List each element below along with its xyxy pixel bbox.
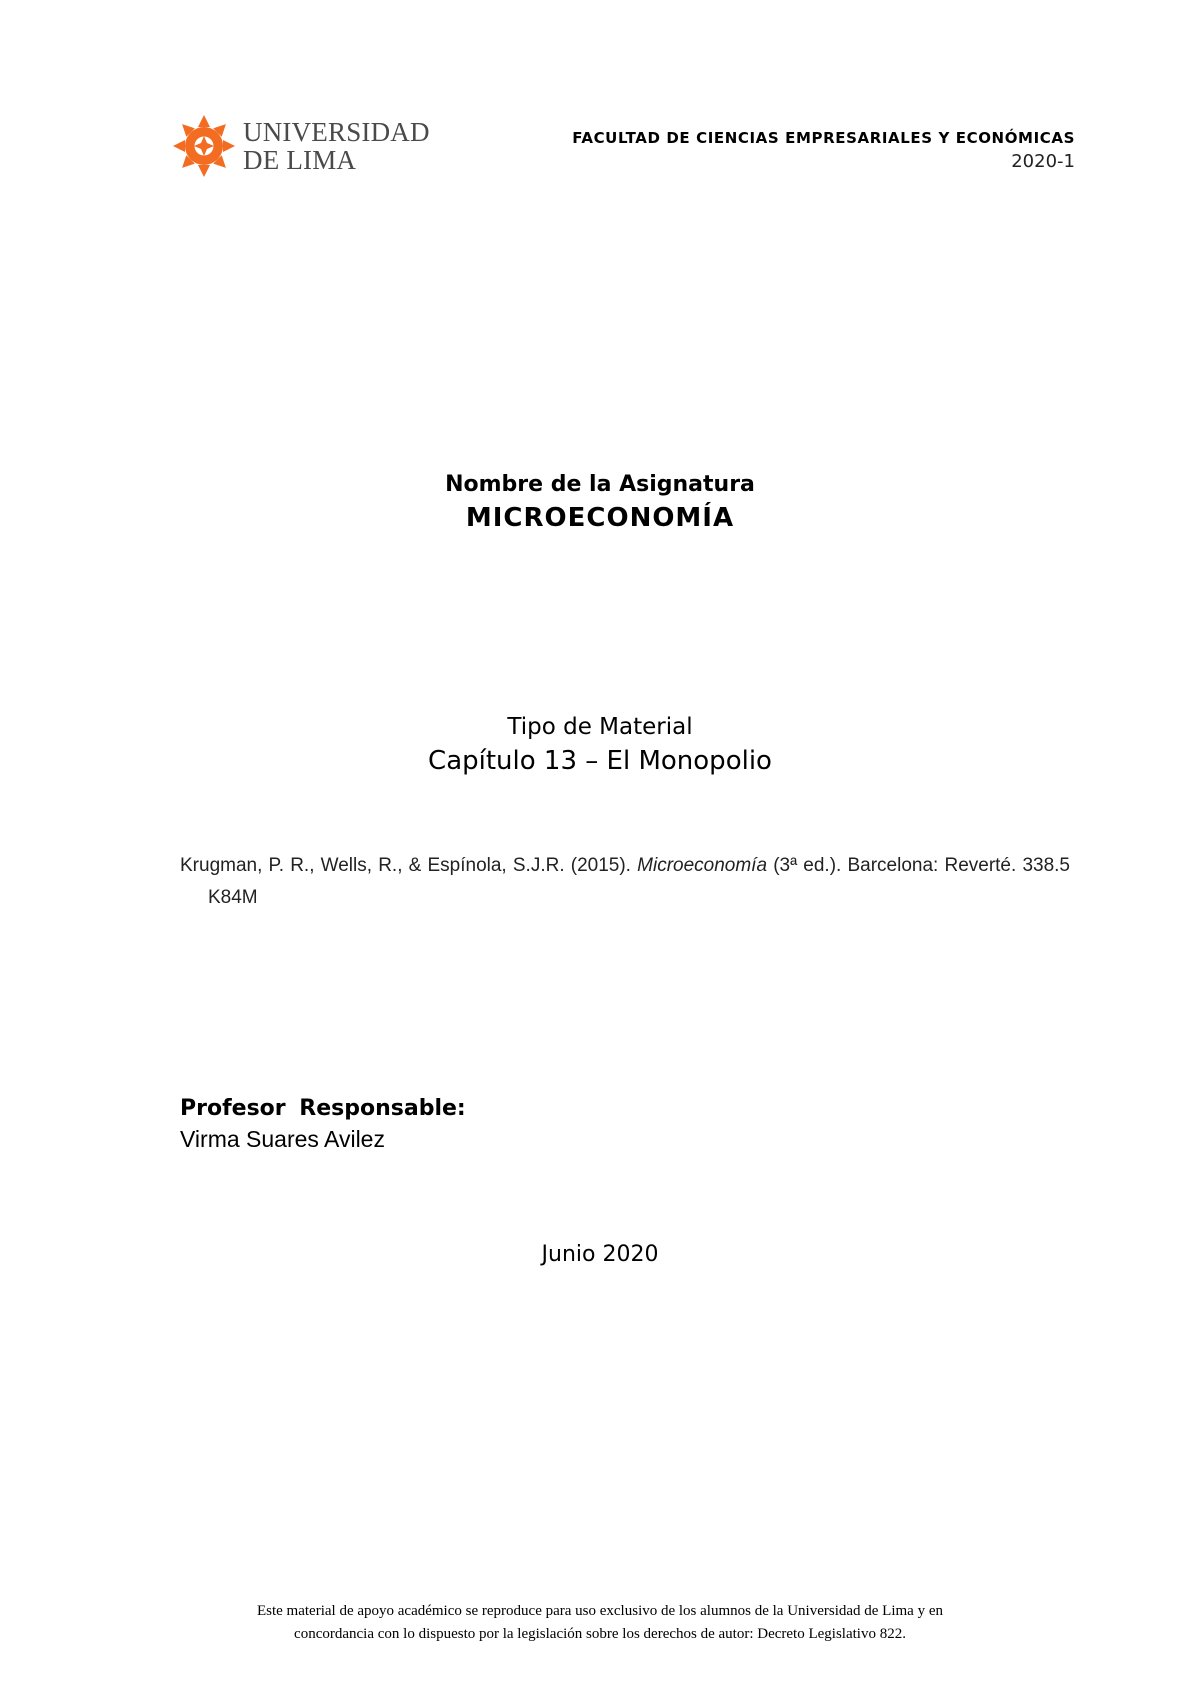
bibliographic-reference	[180, 850, 1070, 914]
university-name-line1: UNIVERSIDAD	[243, 117, 430, 147]
subject-block	[0, 470, 1200, 536]
copyright-notice-line2: concordancia con lo dispuesto por la legislación sobre los derechos de autor: Decreto Legislativo 822.	[294, 1626, 906, 1642]
faculty-name: FACULTAD DE CIENCIAS EMPRESARIALES Y ECONÓMICAS	[572, 129, 1075, 147]
professor-block	[180, 1094, 466, 1154]
university-name-line2: DE LIMA	[243, 145, 357, 175]
university-star-icon	[172, 114, 236, 178]
university-logo	[172, 114, 472, 184]
material-title: Capítulo 13 – El Monopolio	[428, 746, 772, 776]
subject-name: MICROECONOMÍA	[465, 503, 735, 533]
reference-authors: Krugman, P. R., Wells, R., & Espínola, S.J.R. (2015).	[180, 855, 638, 876]
document-date: Junio 2020	[541, 1242, 659, 1267]
professor-name: Virma Suares Avilez	[180, 1126, 385, 1152]
reference-publication: (3ª ed.). Barcelona: Reverté. 338.5 K84M	[208, 855, 1070, 908]
material-label: Tipo de Material	[507, 714, 693, 740]
copyright-notice	[0, 1600, 1200, 1646]
professor-label: Profesor Responsable:	[180, 1096, 466, 1121]
reference-book-title: Microeconomía	[637, 855, 768, 876]
university-name	[243, 118, 430, 174]
academic-term: 2020-1	[1011, 151, 1075, 172]
subject-label: Nombre de la Asignatura	[445, 472, 755, 497]
copyright-notice-line1: Este material de apoyo académico se reproduce para uso exclusivo de los alumnos de la Universidad de Lima y en	[256, 1603, 943, 1619]
material-block	[0, 712, 1200, 780]
faculty-block	[572, 126, 1075, 174]
